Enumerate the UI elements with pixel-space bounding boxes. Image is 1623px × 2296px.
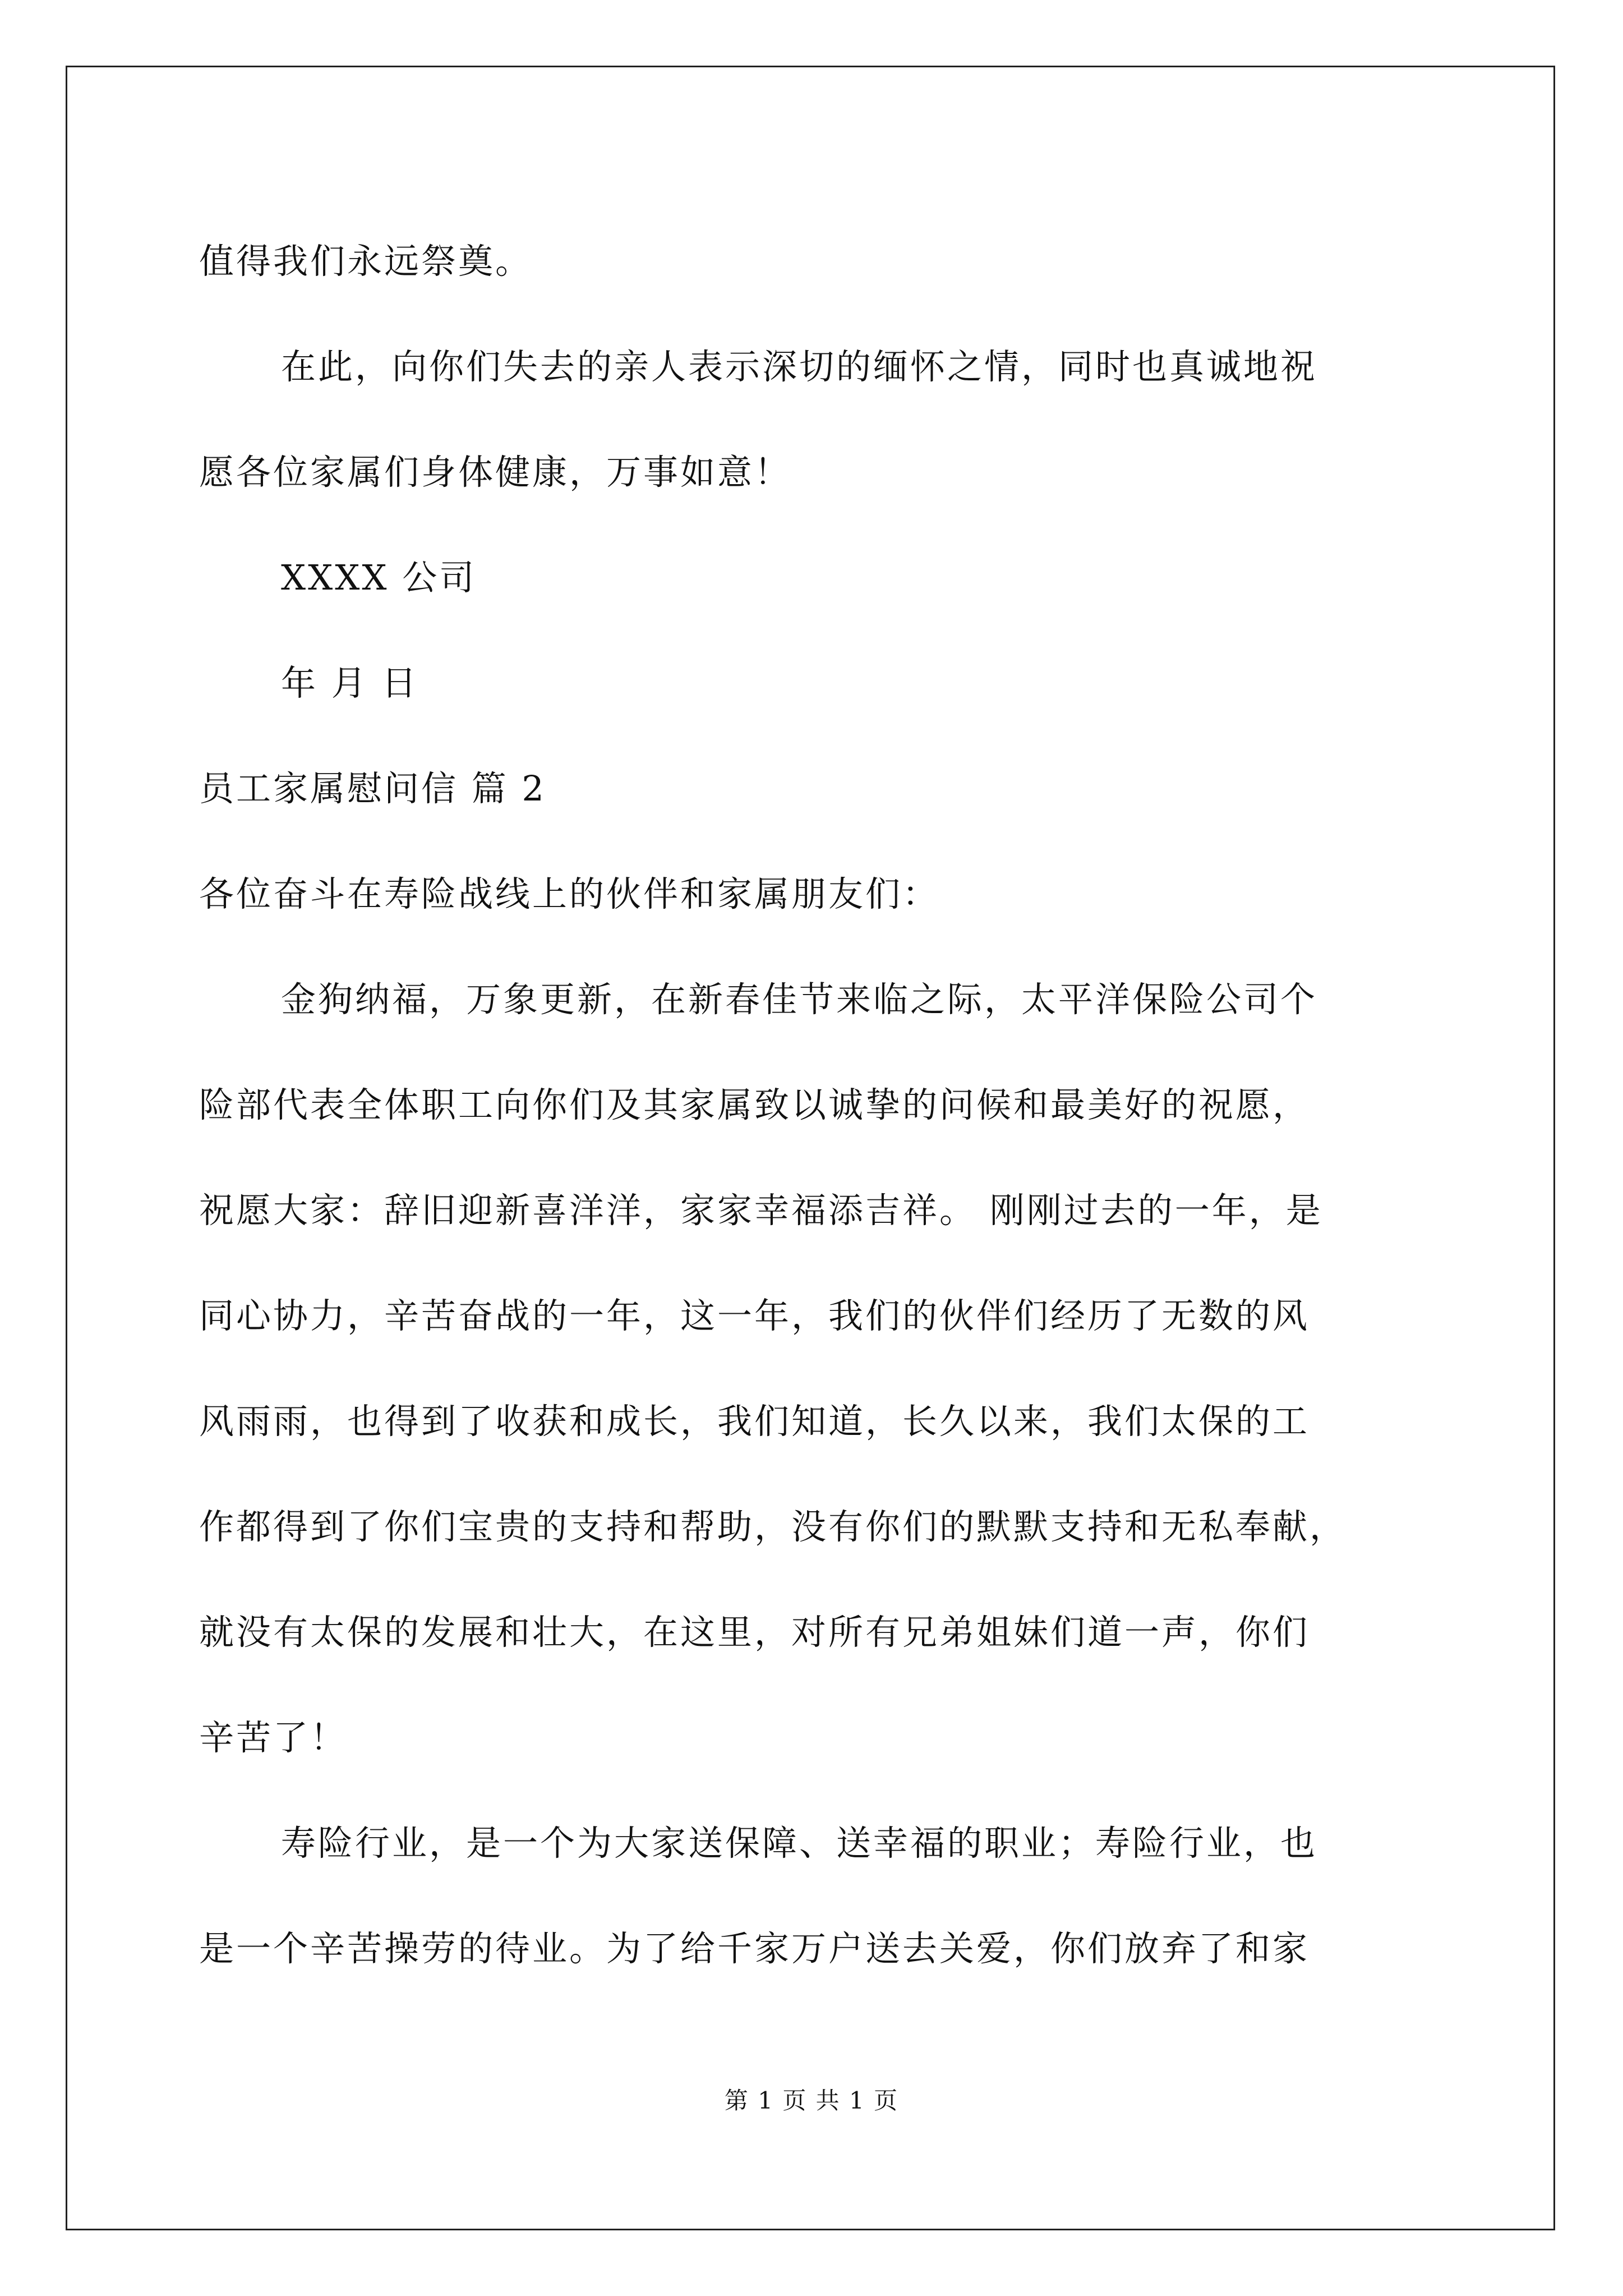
- text-line-11: 同心协力，辛苦奋战的一年，这一年，我们的伙伴们经历了无数的风: [199, 1295, 1310, 1336]
- text-line-13: 作都得到了你们宝贵的支持和帮助，没有你们的默默支持和无私奉献，: [199, 1506, 1347, 1547]
- document-body: [199, 209, 1461, 2001]
- text-line-10: 祝愿大家：辞旧迎新喜洋洋，家家幸福添吉祥。 刚刚过去的一年，是: [199, 1190, 1323, 1231]
- text-line-2: 在此，向你们失去的亲人表示深切的缅怀之情，同时也真诚地祝: [281, 346, 1318, 387]
- text-line-15: 辛苦了！: [199, 1717, 348, 1758]
- date-placeholder: 年 月 日: [281, 662, 419, 703]
- text-line-3: 愿各位家属们身体健康，万事如意！: [199, 452, 792, 493]
- text-line-12: 风雨雨，也得到了收获和成长，我们知道，长久以来，我们太保的工: [199, 1401, 1310, 1442]
- text-line-16: 寿险行业，是一个为大家送保障、送幸福的职业；寿险行业，也: [281, 1823, 1318, 1864]
- section-heading: 员工家属慰问信 篇 2: [199, 768, 546, 809]
- page-footer: 第 1 页 共 1 页: [724, 2087, 899, 2114]
- company-signature: XXXX 公司: [281, 557, 477, 598]
- text-line-8: 金狗纳福，万象更新，在新春佳节来临之际，太平洋保险公司个: [281, 979, 1318, 1020]
- text-line-9: 险部代表全体职工向你们及其家属致以诚挚的问候和最美好的祝愿，: [199, 1084, 1310, 1125]
- text-line-1: 值得我们永远祭奠。: [199, 241, 533, 282]
- salutation: 各位奋斗在寿险战线上的伙伴和家属朋友们：: [199, 873, 940, 914]
- text-line-14: 就没有太保的发展和壮大，在这里，对所有兄弟姐妹们道一声，你们: [199, 1612, 1310, 1653]
- text-line-17: 是一个辛苦操劳的待业。为了给千家万户送去关爱，你们放弃了和家: [199, 1928, 1310, 1969]
